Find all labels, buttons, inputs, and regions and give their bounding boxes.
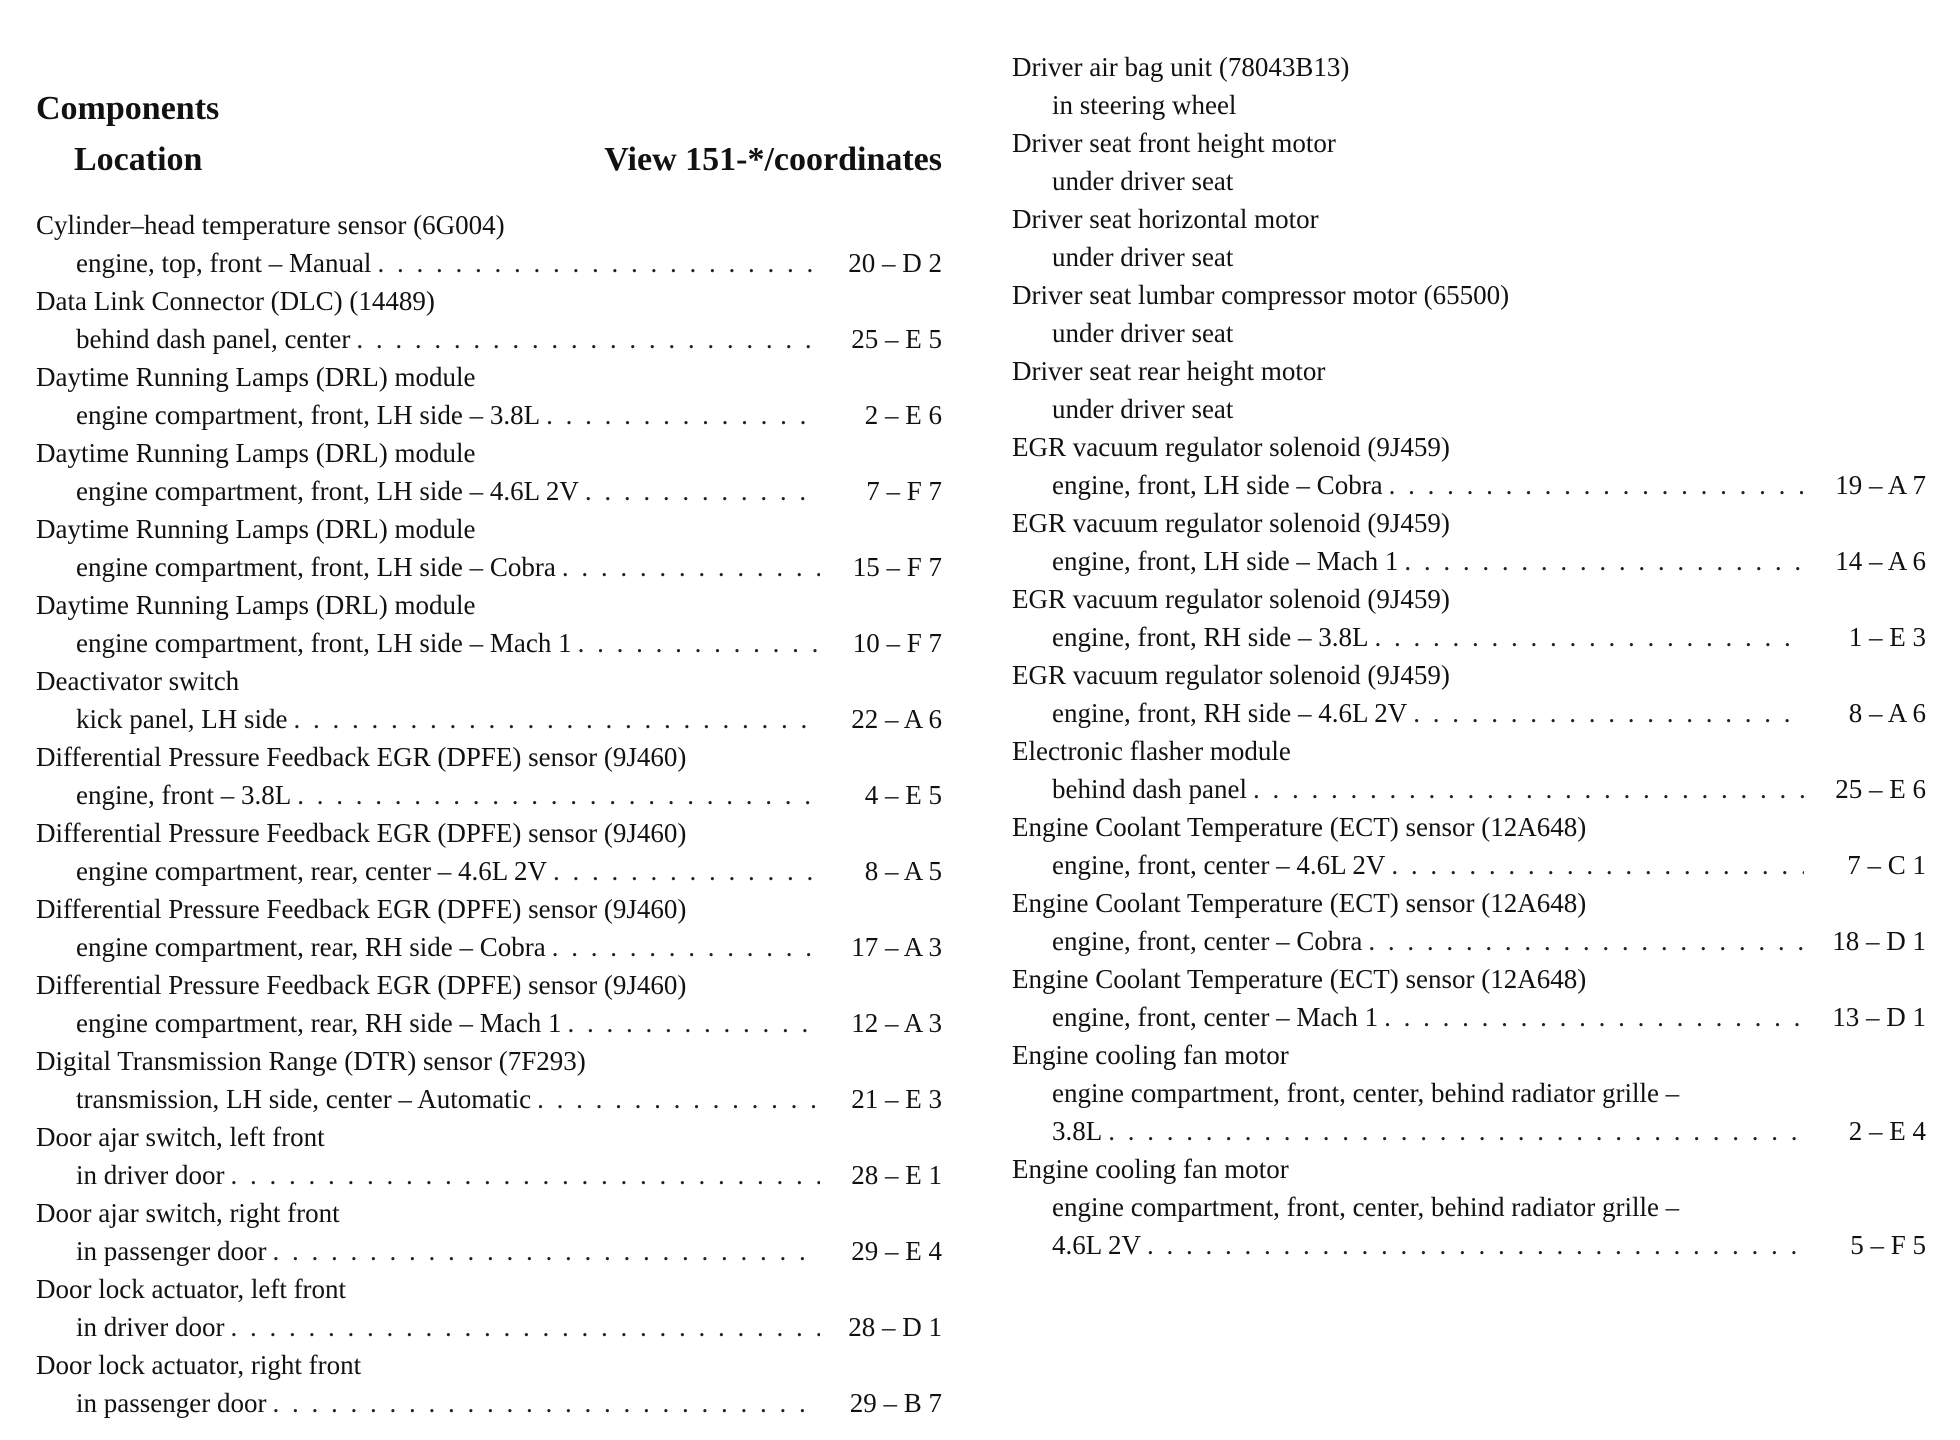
component-entry (36, 738, 942, 814)
component-location-row (1012, 922, 1926, 960)
section-title: Components (36, 90, 220, 127)
component-location-row (36, 852, 942, 890)
component-entry (1012, 1036, 1926, 1150)
component-location-detail: engine compartment, front, center, behind radiator grille – (1052, 1078, 1680, 1108)
dot-leader (1253, 770, 1804, 808)
component-location-detail: engine, front, RH side – 4.6L 2V (1052, 698, 1408, 728)
component-name: Data Link Connector (DLC) (14489) (36, 286, 435, 316)
dot-leader (585, 472, 820, 510)
component-entry (1012, 352, 1926, 428)
component-location-row (36, 1080, 942, 1118)
component-location-row (1012, 390, 1926, 428)
dot-leader (552, 928, 820, 966)
component-location-detail: behind dash panel, center (76, 324, 351, 354)
component-location-row (36, 396, 942, 434)
component-name: Door lock actuator, right front (36, 1350, 362, 1380)
view-coordinate: 25 – E 5 (851, 324, 942, 354)
component-name: Engine Coolant Temperature (ECT) sensor (12A648) (1012, 812, 1587, 842)
dot-leader (293, 700, 820, 738)
component-entry (1012, 428, 1926, 504)
component-location-row (1012, 466, 1926, 504)
component-name: Engine Coolant Temperature (ECT) sensor (12A648) (1012, 888, 1587, 918)
component-location-row (1012, 1112, 1926, 1150)
dot-leader (1413, 694, 1804, 732)
component-location-row (1012, 238, 1926, 276)
view-coordinate: 29 – E 4 (851, 1236, 942, 1266)
component-location-detail: under driver seat (1052, 166, 1234, 196)
component-name: EGR vacuum regulator solenoid (9J459) (1012, 432, 1450, 462)
component-entry (1012, 124, 1926, 200)
component-location-detail: in passenger door (76, 1388, 267, 1418)
component-location-row (36, 320, 942, 358)
component-location-detail: in driver door (76, 1160, 225, 1190)
dot-leader (1384, 998, 1804, 1036)
component-name: EGR vacuum regulator solenoid (9J459) (1012, 660, 1450, 690)
dot-leader (297, 776, 820, 814)
component-entry (36, 1118, 942, 1194)
component-name: Driver seat lumbar compressor motor (65500) (1012, 280, 1510, 310)
view-coordinate: 12 – A 3 (851, 1008, 942, 1038)
component-location-detail: under driver seat (1052, 242, 1234, 272)
view-coordinate: 2 – E 4 (1848, 1116, 1926, 1146)
component-entry (1012, 656, 1926, 732)
component-location-row (36, 928, 942, 966)
component-name: Daytime Running Lamps (DRL) module (36, 362, 476, 392)
component-entry (36, 206, 942, 282)
component-name: Cylinder–head temperature sensor (6G004) (36, 210, 505, 240)
view-coordinate: 10 – F 7 (852, 628, 942, 658)
component-location-row (1012, 694, 1926, 732)
view-coordinate: 25 – E 6 (1835, 774, 1926, 804)
component-location-row (36, 548, 942, 586)
component-entry (36, 1270, 942, 1346)
component-location-row (36, 1232, 942, 1270)
view-coordinate: 5 – F 5 (1850, 1230, 1926, 1260)
component-location-detail: engine, front, LH side – Mach 1 (1052, 546, 1399, 576)
component-name: Deactivator switch (36, 666, 240, 696)
component-location-detail: engine compartment, rear, RH side – Mach 1 (76, 1008, 562, 1038)
component-location-detail: engine, front, center – Mach 1 (1052, 1002, 1379, 1032)
component-location-row (36, 472, 942, 510)
component-location-detail: 3.8L (1052, 1116, 1103, 1146)
dot-leader (230, 1156, 820, 1194)
component-name: Digital Transmission Range (DTR) sensor (7F293) (36, 1046, 586, 1076)
component-location-row (36, 776, 942, 814)
component-entry (1012, 276, 1926, 352)
component-location-detail: engine, front, LH side – Cobra (1052, 470, 1383, 500)
component-location-detail: behind dash panel (1052, 774, 1247, 804)
view-coordinate: 29 – B 7 (849, 1388, 942, 1418)
dot-leader (578, 624, 820, 662)
component-location-row (1012, 1226, 1926, 1264)
right-component-list (1012, 48, 1926, 1264)
component-name: Driver seat front height motor (1012, 128, 1336, 158)
component-entry (36, 1194, 942, 1270)
component-name: Differential Pressure Feedback EGR (DPFE) sensor (9J460) (36, 894, 687, 924)
view-coordinate: 21 – E 3 (851, 1084, 942, 1114)
dot-leader (568, 1004, 820, 1042)
component-entry (36, 966, 942, 1042)
component-entry (1012, 1150, 1926, 1264)
view-coordinate: 18 – D 1 (1832, 926, 1926, 956)
component-location-detail: engine, front, center – 4.6L 2V (1052, 850, 1386, 880)
view-coordinate: 8 – A 6 (1848, 698, 1926, 728)
component-location-row (36, 624, 942, 662)
component-location-detail: 4.6L 2V (1052, 1230, 1141, 1260)
component-entry (1012, 732, 1926, 808)
component-location-detail: transmission, LH side, center – Automatic (76, 1084, 532, 1114)
component-location-detail: under driver seat (1052, 394, 1234, 424)
component-entry (1012, 808, 1926, 884)
component-name: EGR vacuum regulator solenoid (9J459) (1012, 508, 1450, 538)
component-location-detail: engine compartment, rear, RH side – Cobra (76, 932, 546, 962)
component-entry (36, 1042, 942, 1118)
view-coordinate: 28 – E 1 (851, 1160, 942, 1190)
dot-leader (562, 548, 820, 586)
component-entry (1012, 884, 1926, 960)
component-name: EGR vacuum regulator solenoid (9J459) (1012, 584, 1450, 614)
component-name: Driver air bag unit (78043B13) (1012, 52, 1350, 82)
view-coordinate: 2 – E 6 (864, 400, 942, 430)
component-entry (1012, 504, 1926, 580)
dot-leader (1374, 618, 1804, 656)
component-name: Driver seat rear height motor (1012, 356, 1326, 386)
component-location-detail: in steering wheel (1052, 90, 1237, 120)
component-name: Daytime Running Lamps (DRL) module (36, 590, 476, 620)
dot-leader (356, 320, 820, 358)
dot-leader (546, 396, 820, 434)
component-location-detail: engine compartment, rear, center – 4.6L 2V (76, 856, 547, 886)
left-component-list (36, 206, 942, 1422)
dot-leader (272, 1232, 820, 1270)
dot-leader (1391, 846, 1804, 884)
dot-leader (1404, 542, 1804, 580)
component-name: Electronic flasher module (1012, 736, 1291, 766)
component-name: Engine Coolant Temperature (ECT) sensor (12A648) (1012, 964, 1587, 994)
component-location-row (1012, 846, 1926, 884)
component-location-row (36, 1384, 942, 1422)
view-coordinates-header: View 151-*/coordinates (604, 141, 942, 178)
component-name: Door ajar switch, left front (36, 1122, 325, 1152)
component-name: Door lock actuator, left front (36, 1274, 347, 1304)
component-location-detail: engine compartment, front, LH side – Cobra (76, 552, 556, 582)
component-name: Differential Pressure Feedback EGR (DPFE) sensor (9J460) (36, 818, 687, 848)
component-location-detail: engine compartment, front, LH side – 4.6L 2V (76, 476, 579, 506)
component-entry (36, 1346, 942, 1422)
component-location-detail: in driver door (76, 1312, 225, 1342)
component-location-row (36, 1156, 942, 1194)
component-name: Engine cooling fan motor (1012, 1154, 1289, 1184)
component-entry (1012, 200, 1926, 276)
component-entry (1012, 48, 1926, 124)
component-location-detail: engine compartment, front, LH side – 3.8L (76, 400, 541, 430)
dot-leader (1147, 1226, 1804, 1264)
component-location-detail: engine, front, RH side – 3.8L (1052, 622, 1369, 652)
component-location-detail: under driver seat (1052, 318, 1234, 348)
component-name: Differential Pressure Feedback EGR (DPFE) sensor (9J460) (36, 970, 687, 1000)
component-entry (36, 282, 942, 358)
component-entry (36, 358, 942, 434)
view-coordinate: 7 – C 1 (1847, 850, 1926, 880)
component-location-row (1012, 998, 1926, 1036)
component-location-row (1012, 86, 1926, 124)
component-location-row (1012, 314, 1926, 352)
view-coordinate: 13 – D 1 (1832, 1002, 1926, 1032)
component-name: Driver seat horizontal motor (1012, 204, 1319, 234)
component-location-detail: kick panel, LH side (76, 704, 288, 734)
component-name: Door ajar switch, right front (36, 1198, 340, 1228)
component-entry (36, 586, 942, 662)
view-coordinate: 8 – A 5 (864, 856, 942, 886)
component-location-row (36, 244, 942, 282)
view-coordinate: 14 – A 6 (1835, 546, 1926, 576)
view-coordinate: 15 – F 7 (852, 552, 942, 582)
component-location-row (36, 1308, 942, 1346)
component-name: Differential Pressure Feedback EGR (DPFE) sensor (9J460) (36, 742, 687, 772)
dot-leader (1368, 922, 1804, 960)
component-location-detail: engine, front – 3.8L (76, 780, 292, 810)
component-entry (36, 434, 942, 510)
location-header: Location (74, 141, 203, 178)
component-location-detail: engine, front, center – Cobra (1052, 926, 1363, 956)
view-coordinate: 1 – E 3 (1848, 622, 1926, 652)
component-name: Daytime Running Lamps (DRL) module (36, 514, 476, 544)
component-location-row (1012, 542, 1926, 580)
component-entry (1012, 960, 1926, 1036)
view-coordinate: 22 – A 6 (851, 704, 942, 734)
dot-leader (230, 1308, 820, 1346)
column-headers (36, 141, 942, 179)
view-coordinate: 17 – A 3 (851, 932, 942, 962)
component-location-detail: engine, top, front – Manual (76, 248, 372, 278)
dot-leader (377, 244, 820, 282)
dot-leader (537, 1080, 820, 1118)
component-location-row (1012, 618, 1926, 656)
component-entry (36, 510, 942, 586)
component-location-detail: engine compartment, front, center, behind radiator grille – (1052, 1192, 1680, 1222)
dot-leader (553, 852, 820, 890)
component-location-row (1012, 770, 1926, 808)
component-location-row (36, 1004, 942, 1042)
view-coordinate: 20 – D 2 (848, 248, 942, 278)
component-entry (36, 890, 942, 966)
dot-leader (1389, 466, 1804, 504)
component-entry (36, 814, 942, 890)
view-coordinate: 7 – F 7 (866, 476, 942, 506)
view-coordinate: 4 – E 5 (864, 780, 942, 810)
component-name: Engine cooling fan motor (1012, 1040, 1289, 1070)
component-location-row (1012, 162, 1926, 200)
component-entry (36, 662, 942, 738)
component-name: Daytime Running Lamps (DRL) module (36, 438, 476, 468)
view-coordinate: 28 – D 1 (848, 1312, 942, 1342)
view-coordinate: 19 – A 7 (1835, 470, 1926, 500)
component-location-detail: in passenger door (76, 1236, 267, 1266)
component-entry (1012, 580, 1926, 656)
component-location-detail: engine compartment, front, LH side – Mach 1 (76, 628, 572, 658)
dot-leader (272, 1384, 820, 1422)
component-location-row (36, 700, 942, 738)
dot-leader (1108, 1112, 1804, 1150)
